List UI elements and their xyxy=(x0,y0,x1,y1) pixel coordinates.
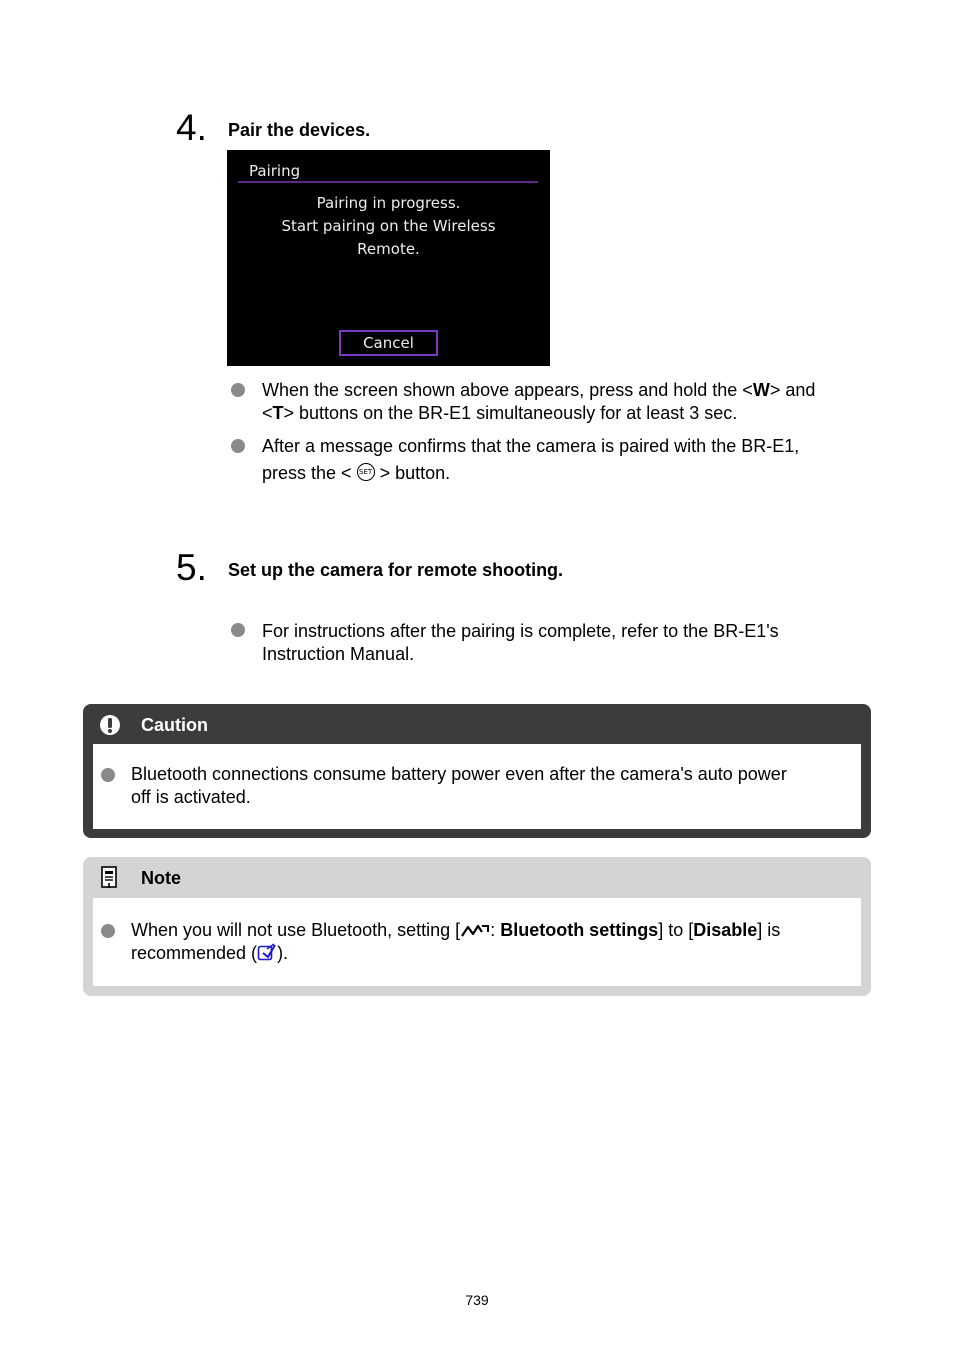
screen-message-line2: Start pairing on the Wireless xyxy=(281,217,496,235)
instruction-text: For instructions after the pairing is complete, refer to the BR-E1's Instruction Manual. xyxy=(262,621,779,664)
step-number: 4. xyxy=(176,107,207,148)
screen-message-line1: Pairing in progress. xyxy=(316,194,461,212)
caution-text: Bluetooth connections consume battery power even after the camera's auto power off is activated. xyxy=(131,764,787,807)
caution-title: Caution xyxy=(141,715,208,735)
page-link-icon[interactable] xyxy=(257,942,277,962)
caution-icon xyxy=(99,714,121,736)
page-number: 739 xyxy=(465,1292,489,1308)
instruction-text: After a message confirms that the camera is paired with the BR-E1, press the < SET > button. xyxy=(262,436,800,483)
t-button-label: T xyxy=(272,403,284,423)
instruction-text: When the screen shown above appears, press and hold the <W> and <T> buttons on the BR-E1 simultaneously for at least 3 sec. xyxy=(262,380,816,423)
bullet-icon xyxy=(101,768,115,782)
caution-content xyxy=(93,744,861,829)
bullet-icon xyxy=(101,924,115,938)
note-content xyxy=(93,898,861,986)
wireless-settings-icon xyxy=(460,922,490,938)
camera-screen xyxy=(227,150,550,366)
bullet-icon xyxy=(231,439,245,453)
note-title: Note xyxy=(141,868,181,888)
screen-divider xyxy=(238,181,538,183)
step-title: Set up the camera for remote shooting. xyxy=(228,560,564,580)
memo-icon xyxy=(101,866,121,890)
screen-title: Pairing xyxy=(249,162,301,180)
cancel-button[interactable]: Cancel xyxy=(339,330,438,356)
bullet-icon xyxy=(231,623,245,637)
w-button-label: W xyxy=(752,380,770,400)
bullet-icon xyxy=(231,383,245,397)
note-text: When you will not use Bluetooth, setting [ : Bluetooth settings] to [Disable] is recommended ( ). xyxy=(131,920,781,963)
caution-box xyxy=(83,704,871,838)
set-button-icon: SET xyxy=(357,463,375,481)
step-title: Pair the devices. xyxy=(228,120,371,140)
screen-message-line3: Remote. xyxy=(357,240,420,258)
step-number: 5. xyxy=(176,547,207,588)
note-box xyxy=(83,857,871,996)
